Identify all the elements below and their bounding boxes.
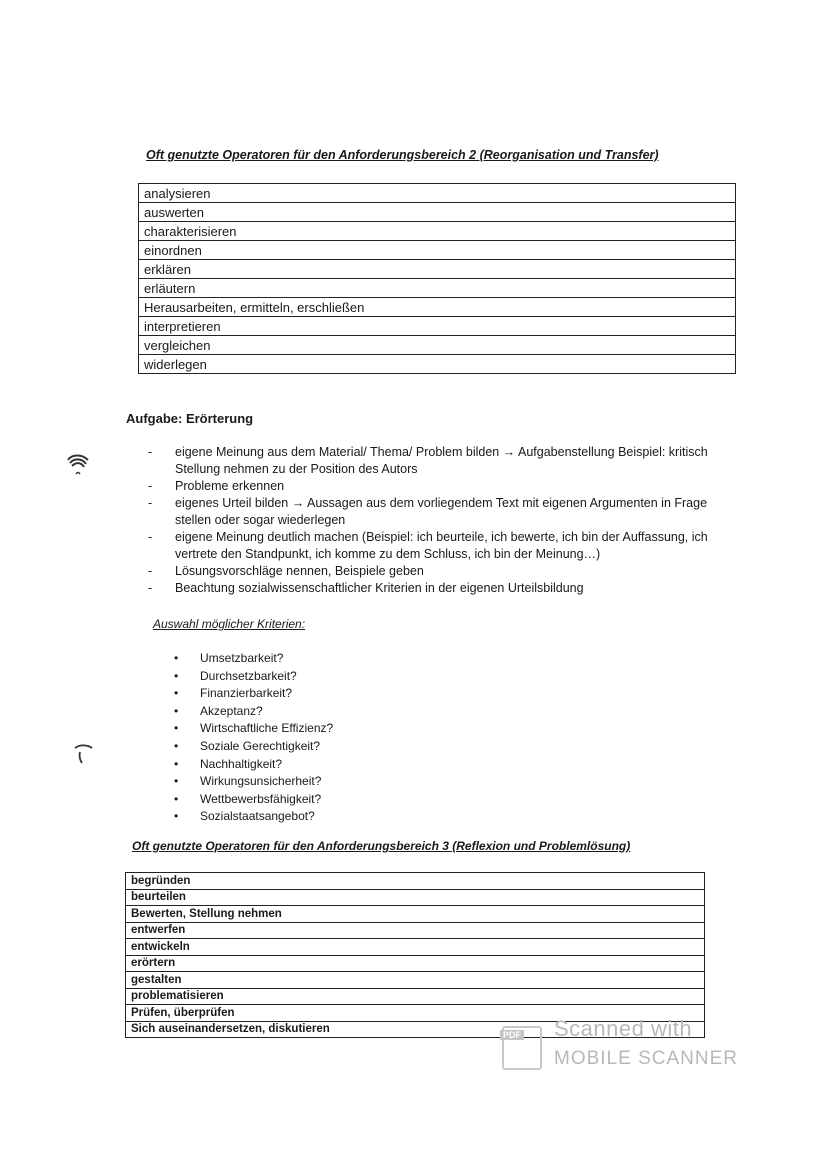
watermark-line-2: MOBILE SCANNER xyxy=(554,1048,738,1069)
table-row xyxy=(139,184,736,203)
dash-marker: - xyxy=(148,445,153,459)
bullet-marker: • xyxy=(174,651,179,665)
table-cell: erläutern xyxy=(139,279,736,298)
table-cell: analysieren xyxy=(139,184,736,203)
table-cell: gestalten xyxy=(126,972,705,989)
list-item-text: Finanzierbarkeit? xyxy=(200,686,293,701)
table-cell: charakterisieren xyxy=(139,222,736,241)
list-item xyxy=(148,444,745,478)
list-item-text: Soziale Gerechtigkeit? xyxy=(200,738,321,753)
table-row xyxy=(139,336,736,355)
table-row xyxy=(139,241,736,260)
table-cell: Herausarbeiten, ermitteln, erschließen xyxy=(139,298,736,317)
dash-marker: - xyxy=(148,479,153,493)
dash-marker: - xyxy=(148,581,153,595)
list-item xyxy=(148,495,745,529)
table-cell: Prüfen, überprüfen xyxy=(126,1005,705,1022)
table-row xyxy=(126,889,705,906)
table-row xyxy=(139,298,736,317)
handwritten-mark-icon xyxy=(64,450,94,486)
list-item xyxy=(148,580,745,597)
bullet-marker: • xyxy=(174,738,179,753)
list-item xyxy=(174,685,333,703)
table-row xyxy=(126,922,705,939)
list-item xyxy=(174,668,333,686)
table-cell: entwerfen xyxy=(126,922,705,939)
table-cell: vergleichen xyxy=(139,336,736,355)
operators-table-ab3 xyxy=(125,872,705,1038)
bullet-marker: • xyxy=(174,809,179,824)
bullet-marker: • xyxy=(174,721,179,736)
heading-anforderungsbereich-2: Oft genutzte Operatoren für den Anforderungsbereich 2 (Reorganisation und Transfer) xyxy=(146,148,659,162)
list-item xyxy=(174,791,333,809)
list-item-text: Wettbewerbsfähigkeit? xyxy=(200,791,322,806)
table-row xyxy=(139,222,736,241)
list-item-text: eigenes Urteil bilden → Aussagen aus dem vorliegendem Text mit eigenen Argumenten in Frage stellen oder sogar wiederlegen xyxy=(175,496,708,527)
criteria-title: Auswahl möglicher Kriterien: xyxy=(153,617,306,631)
bullet-marker: • xyxy=(174,686,179,701)
bullet-marker: • xyxy=(174,756,179,771)
table-cell: begründen xyxy=(126,873,705,890)
list-item-text: Akzeptanz? xyxy=(200,703,263,718)
list-item xyxy=(174,773,333,791)
table-row xyxy=(139,203,736,222)
watermark-line-1: Scanned with xyxy=(554,1016,693,1041)
eroerterung-list xyxy=(148,444,745,597)
list-item xyxy=(148,563,745,580)
table-row xyxy=(126,939,705,956)
document-icon xyxy=(502,1026,542,1070)
table-cell: erklären xyxy=(139,260,736,279)
list-item-text: Sozialstaatsangebot? xyxy=(200,809,315,824)
criteria-list xyxy=(174,650,333,826)
list-item-text: Umsetzbarkeit? xyxy=(200,651,284,665)
table-row xyxy=(126,955,705,972)
scanner-watermark xyxy=(498,1016,738,1076)
bullet-marker: • xyxy=(174,703,179,718)
list-item-text: Lösungsvorschläge nennen, Beispiele geben xyxy=(175,564,424,578)
table-row xyxy=(139,279,736,298)
table-row xyxy=(126,988,705,1005)
table-cell: widerlegen xyxy=(139,355,736,374)
heading-anforderungsbereich-3: Oft genutzte Operatoren für den Anforderungsbereich 3 (Reflexion und Problemlösung) xyxy=(132,839,631,853)
list-item-text: eigene Meinung deutlich machen (Beispiel: ich beurteile, ich bewerte, ich bin der Auffassung, ich vertrete den Standpunkt, ich komme zu dem Schluss, ich bin der Meinung…) xyxy=(175,530,708,561)
list-item xyxy=(148,529,745,563)
dash-marker: - xyxy=(148,496,153,510)
list-item-text: Wirtschaftliche Effizienz? xyxy=(200,721,334,736)
bullet-marker: • xyxy=(174,774,179,789)
table-cell: Bewerten, Stellung nehmen xyxy=(126,906,705,923)
table-cell: interpretieren xyxy=(139,317,736,336)
bullet-marker: • xyxy=(174,791,179,806)
table-cell: problematisieren xyxy=(126,988,705,1005)
bullet-marker: • xyxy=(174,668,179,683)
list-item xyxy=(174,650,333,668)
list-item-text: Wirkungsunsicherheit? xyxy=(200,774,322,789)
list-item xyxy=(148,478,745,495)
list-item-text: Beachtung sozialwissenschaftlicher Kriterien in der eigenen Urteilsbildung xyxy=(175,581,584,595)
list-item-text: eigene Meinung aus dem Material/ Thema/ Problem bilden → Aufgabenstellung Beispiel: kritisch Stellung nehmen zu der Position des Autors xyxy=(175,445,708,476)
table-row xyxy=(126,972,705,989)
list-item xyxy=(174,808,333,826)
table-row xyxy=(139,317,736,336)
dash-marker: - xyxy=(148,530,153,544)
table-cell: entwickeln xyxy=(126,939,705,956)
list-item-text: Durchsetzbarkeit? xyxy=(200,668,297,683)
list-item xyxy=(174,703,333,721)
list-item-text: Nachhaltigkeit? xyxy=(200,756,283,771)
pdf-badge: PDF xyxy=(500,1030,524,1040)
list-item xyxy=(174,738,333,756)
table-cell: Sich auseinandersetzen, diskutieren xyxy=(126,1021,705,1038)
section-title-eroerterung: Aufgabe: Erörterung xyxy=(126,411,254,426)
table-cell: einordnen xyxy=(139,241,736,260)
table-row xyxy=(139,355,736,374)
table-cell: beurteilen xyxy=(126,889,705,906)
list-item xyxy=(174,756,333,774)
list-item xyxy=(174,720,333,738)
table-row xyxy=(139,260,736,279)
dash-marker: - xyxy=(148,564,153,578)
list-item-text: Probleme erkennen xyxy=(175,479,285,493)
table-cell: auswerten xyxy=(139,203,736,222)
handwritten-bracket-icon xyxy=(72,742,96,772)
table-row xyxy=(126,906,705,923)
table-row xyxy=(126,873,705,890)
table-cell: erörtern xyxy=(126,955,705,972)
operators-table-ab2 xyxy=(138,183,736,374)
